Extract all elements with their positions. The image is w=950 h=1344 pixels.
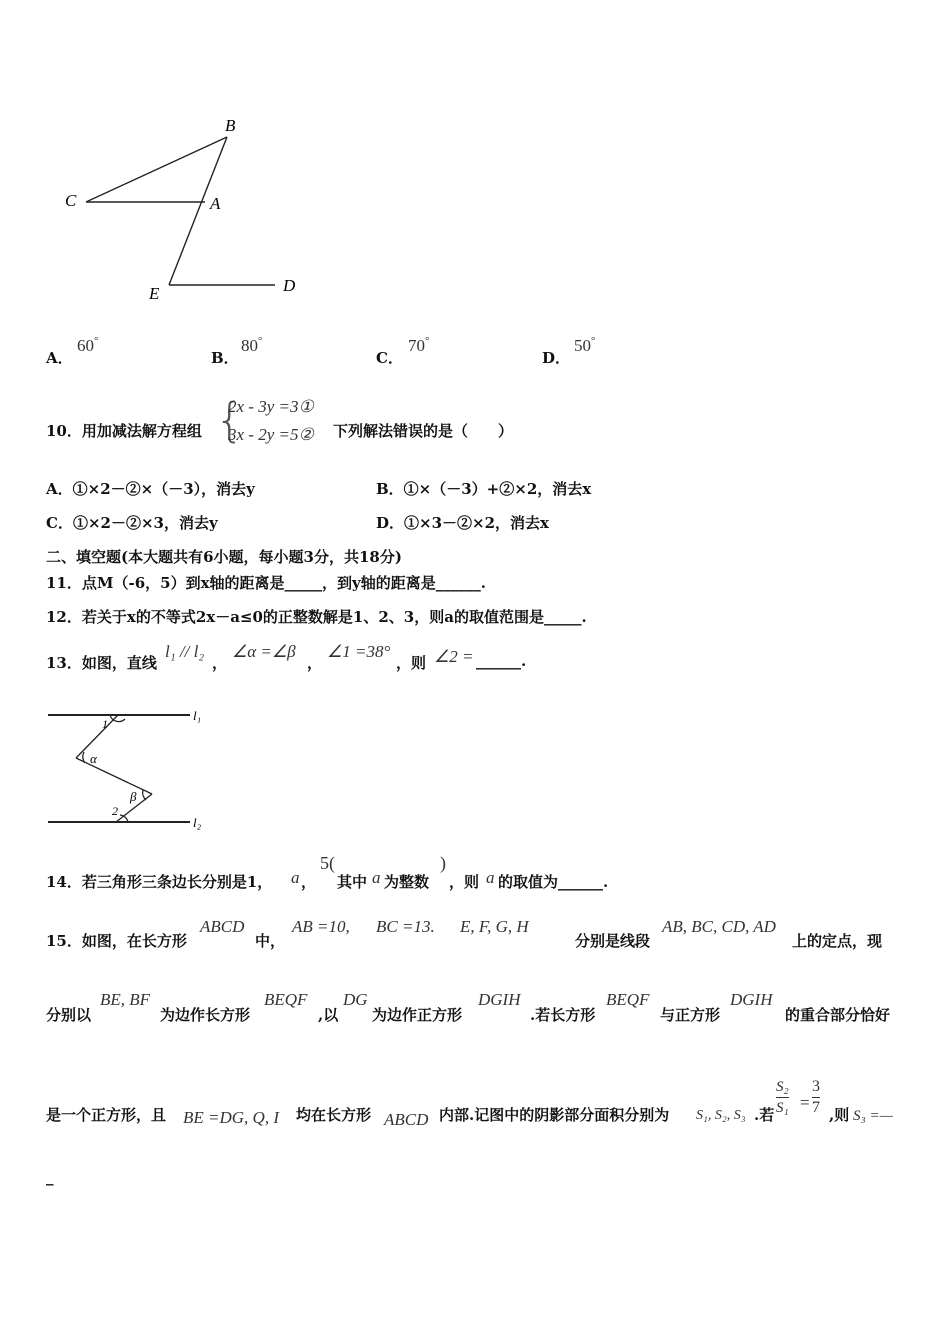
q9-option-b-value: 80° [241,335,263,355]
q10-brace: { [215,393,245,447]
q11-text: 11．点M（-6，5）到x轴的距离是_____，到y轴的距离是______. [46,574,486,592]
q13-math-angle1: ∠1 =38° [327,642,391,661]
q15-l2-e: .若长方形 [530,1006,596,1024]
q10-option-a[interactable]: A．①×2－②×（－3），消去y [46,480,255,498]
q15-l3-d: .若 [754,1106,775,1124]
q15-m-beqf2: BEQF [606,990,650,1009]
q9-option-a[interactable] [46,347,73,368]
q10-stem-b: 下列解法错误的是（ ） [333,422,514,440]
q15-l1-d: 上的定点，现 [792,932,883,950]
q13-stem-a: 13．如图，直线 [46,654,157,672]
q15-frac-num: S₂ [776,1077,789,1098]
q15-l3-c: 内部.记图中的阴影部分面积分别为 [439,1106,670,1124]
q13-blank: ______. [476,652,527,670]
label-angle-2: 2 [112,804,118,818]
q9-option-d[interactable] [542,347,570,368]
q15-eq: = [800,1093,810,1112]
q14-text-a: 14．若三角形三条边长分别是1， [46,873,273,891]
q15-m-abcd: ABCD [200,917,245,936]
label-A: A [210,194,221,213]
label-alpha: α [90,751,97,766]
q15-m-segs: AB, BC, CD, AD [662,917,776,936]
q15-ratio-num: 3 [812,1077,820,1098]
q15-fraction-ratio [812,1077,820,1118]
q15-l2-a: 分别以 [46,1006,92,1024]
q13-sep-1: ， [212,654,228,672]
q15-m-dgih2: DGIH [730,990,773,1009]
q9-option-a-value: 60° [77,335,99,355]
q9-option-c-letter: C． [376,349,403,367]
q9-option-b-letter: B． [211,349,239,367]
q15-fraction-s [776,1077,789,1118]
figure-q13-parallel-lines [40,700,220,840]
q10-option-b[interactable]: B．①×（－3）+②×2，消去x [376,480,592,498]
q15-l3-a: 是一个正方形，且 [46,1106,167,1124]
label-D: D [283,276,296,295]
q9-option-d-value: 50° [574,335,596,355]
q15-m-dg: DG [343,990,368,1009]
q15-trailing-blank: _ [46,1168,54,1186]
q15-l2-c: ,以 [318,1006,339,1024]
q15-m-efgh: E, F, G, H [460,917,529,936]
q15-m-beqf: BEQF [264,990,308,1009]
figure-q9-triangle [55,112,315,312]
q14-text-e: 的取值为______. [498,873,609,891]
q10-option-c[interactable]: C．①×2－②×3，消去y [46,514,218,532]
q13-stem-b: ，则 [396,654,427,672]
q15-l2-b: 为边作长方形 [160,1006,251,1024]
q13-sep-2: ， [307,654,323,672]
q10-equation-2: 3x - 2y =5② [228,425,314,444]
q9-option-c-value: 70° [408,335,430,355]
q15-m-abcd2: ABCD [384,1110,429,1129]
q15-m-bc: BC =13. [376,917,435,936]
q14-comma: ， [301,873,317,891]
q10-stem-a: 10．用加减法解方程组 [46,422,202,440]
label-l1: l₁ [193,708,202,723]
q10-option-d[interactable]: D．①×3－②×2，消去x [376,514,549,532]
q14-math-five: 5( [320,853,335,873]
label-C: C [65,191,77,210]
q15-l1-b: 中， [255,932,286,950]
q15-l3-e: ,则 [829,1106,850,1124]
q15-m-ab: AB =10, [292,917,350,936]
label-beta: β [130,789,137,804]
q15-m-dgih: DGIH [478,990,521,1009]
label-B: B [225,116,236,135]
label-angle-1: 1 [102,717,108,731]
q15-l3-b: 均在长方形 [296,1106,372,1124]
label-l2: l₂ [193,815,202,830]
q14-text-c: 为整数 [384,873,430,891]
q14-paren: ) [440,853,446,873]
q14-text-b: 其中 [337,873,368,891]
q15-m-bebf: BE, BF [100,990,151,1009]
label-E: E [149,284,160,303]
q15-l2-d: 为边作正方形 [372,1006,463,1024]
q14-text-d: ，则 [449,873,480,891]
q14-math-a3: a [486,868,495,887]
q9-option-a-letter: A． [46,349,73,367]
q15-l1-c: 分别是线段 [575,932,651,950]
q15-m-s3: S₃ =— [853,1108,893,1124]
q14-math-a: a [291,868,300,887]
q10-equation-1: 2x - 3y =3① [228,397,314,416]
q14-math-a2: a [372,868,381,887]
q13-math-angle2: ∠2 = [434,647,474,666]
q15-ratio-den: 7 [812,1099,820,1116]
section-2-heading: 二、填空题(本大题共有6小题，每小题3分，共18分) [46,548,402,566]
q13-math-angles: ∠α =∠β [232,642,296,661]
q9-option-b[interactable] [211,347,239,368]
q15-l2-f: 与正方形 [660,1006,721,1024]
q15-l2-g: 的重合部分恰好 [785,1006,891,1024]
q12-text: 12．若关于x的不等式2x－a≤0的正整数解是1、2、3，则a的取值范围是_____. [46,608,587,626]
q9-option-d-letter: D． [542,349,571,367]
q15-l1-a: 15．如图，在长方形 [46,932,187,950]
q15-frac-den: S₁ [776,1100,789,1116]
q9-option-c[interactable] [376,347,403,368]
q15-m-s123: S₁, S₂, S₃ [696,1108,746,1123]
q15-m-cond: BE =DG, Q, I [183,1108,279,1127]
q13-math-parallel: l₁ // l₂ [165,642,205,661]
